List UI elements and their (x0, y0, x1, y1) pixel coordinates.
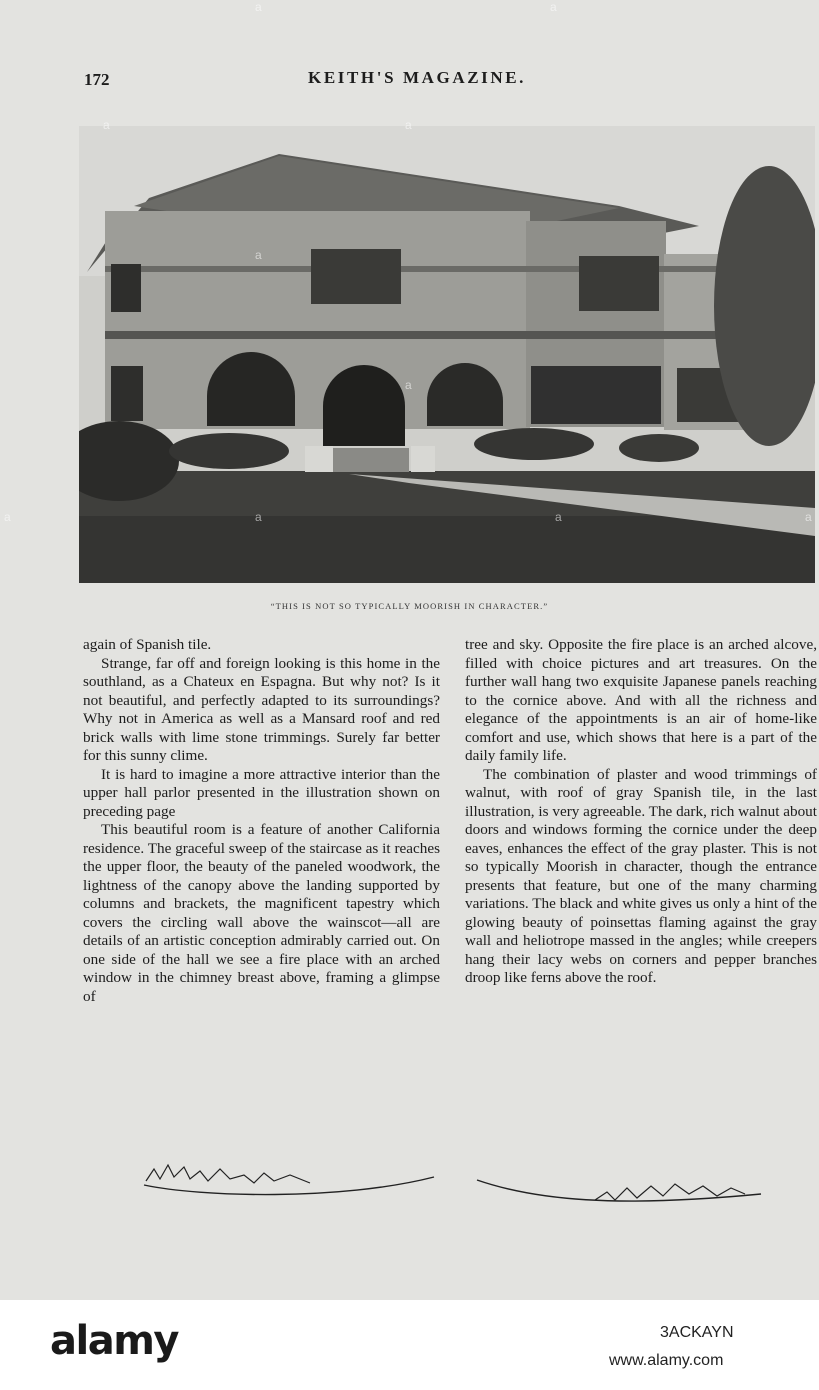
left-column (83, 636, 440, 1006)
running-head: KEITH'S MAGAZINE. (308, 68, 527, 87)
watermark: a (405, 118, 412, 132)
left-floral-ornament (140, 1155, 440, 1207)
alamy-logo[interactable]: alamy (50, 1318, 178, 1364)
watermark: a (550, 0, 557, 14)
paragraph: again of Spanish tile. (83, 636, 212, 653)
page-number: 172 (84, 70, 110, 89)
paragraph: This beautiful room is a feature of another California residence. The graceful sweep of the staircase as it reaches the upper floor, the beauty of the paneled woodwork, the lightness of the canopy above the landing supported by columns and brackets, the magnificent tapestry which covers the circling wall above the wainscot—all are details of an artistic conception admirably carried out. On one side of the hall we see a fire place with an arched window in the chimney breast above, framing a glimpse of (83, 821, 440, 1005)
paragraph: The combination of plaster and wood trimmings of walnut, with roof of gray Spanish tile, in the last illustration, is very agreeable. The dark, rich walnut about doors and windows forming the cornice under the deep eaves, enhances the effect of the gray plaster. This is not so typically Moorish in character, though the entrance presents that feature, but one of the many charming variations. The black and white gives us only a hint of the glowing beauty of poinsettas flaming against the gray wall and heliotrope massed in the angles; while creepers hang their lacy webs on corners and pepper branches droop like ferns above the roof. (465, 765, 817, 986)
paragraph: Strange, far off and foreign looking is this home in the southland, as a Chateux en Espagna. But why not? Is it not beautiful, and perfectly adapted to its surroundings? Why not in America as well as a Mansard roof and red brick walls with lime stone trimmings. Surely far better for this sunny clime. (83, 654, 440, 764)
house-photograph (79, 126, 815, 583)
watermark: a (255, 248, 262, 262)
watermark: a (4, 510, 11, 524)
paragraph: It is hard to imagine a more attractive interior than the upper hall parlor presented in the illustration shown on preceding page (83, 765, 440, 820)
image-id: 3ACKAYN (660, 1324, 734, 1341)
watermark: a (255, 510, 262, 524)
watermark: a (255, 0, 262, 14)
alamy-url[interactable]: www.alamy.com (609, 1352, 724, 1369)
right-column (465, 636, 817, 988)
watermark: a (103, 118, 110, 132)
watermark: a (555, 510, 562, 524)
photo-caption: “THIS IS NOT SO TYPICALLY MOORISH IN CHARACTER.” (270, 601, 549, 611)
watermark: a (405, 378, 412, 392)
watermark: a (805, 510, 812, 524)
paragraph: tree and sky. Opposite the fire place is an arched alcove, filled with choice pictures and art treasures. On the further wall hang two exquisite Japanese panels reaching to the cornice above. And with all the richness and elegance of the appointments is an air of home-like comfort and use, which shows that here is a part of the daily family life. (465, 636, 817, 764)
right-floral-ornament (475, 1170, 765, 1216)
